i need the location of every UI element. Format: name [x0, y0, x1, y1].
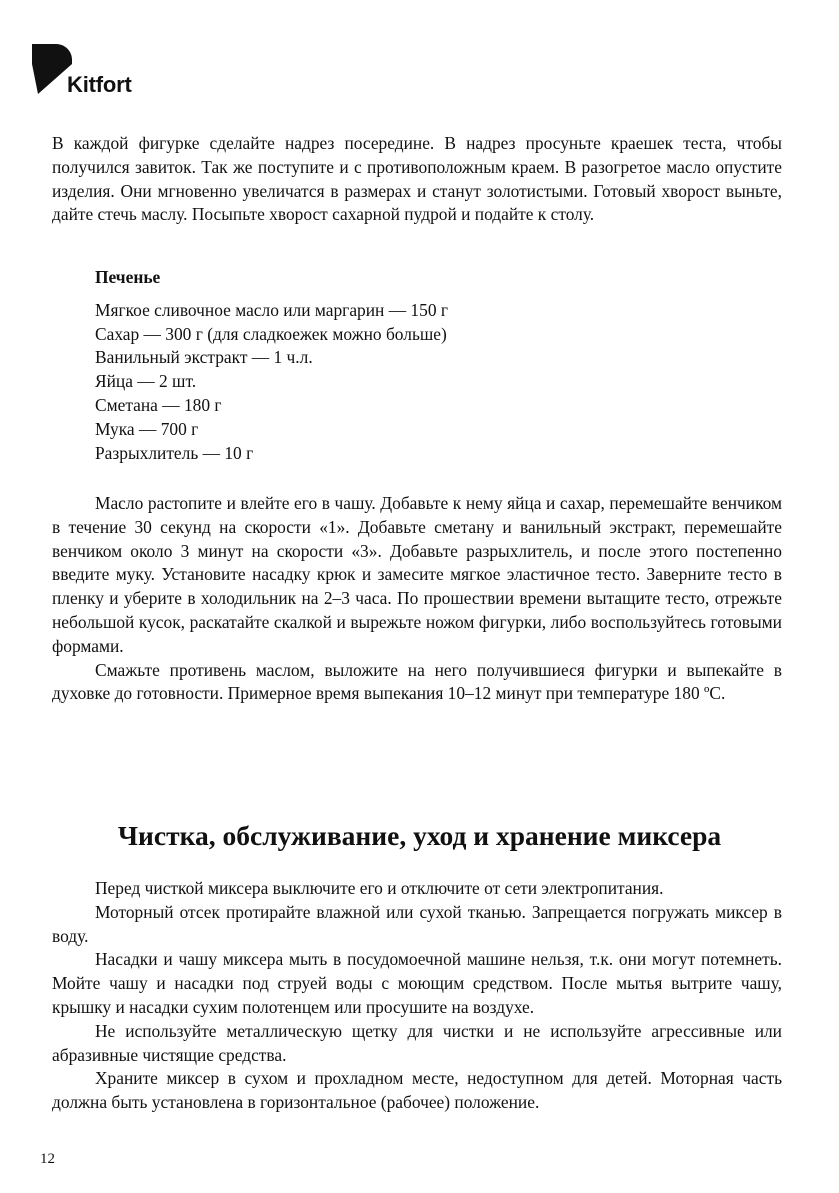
section-paragraph: Перед чисткой миксера выключите его и отключите от сети электропитания. [95, 878, 664, 898]
recipe-step: Смажьте противень маслом, выложите на него получившиеся фигурки и выпекайте в духовке до готовности. Примерное время выпекания 10–12 минут при температуре 180 ºС. [52, 659, 782, 704]
recipe-step: Масло растопите и влейте его в чашу. Добавьте к нему яйца и сахар, перемешайте венчиком в течение 30 секунд на скорости «1». Добавьте сметану и ванильный экстракт, перемешайте венчиком около 3 минут на скорости «3». Добавьте разрыхлитель, и после этого постепенно введите муку. Установите насадку крюк и замесите мягкое эластичное тесто. Заверните тесто в пленку и уберите в холодильник на 2–3 часа. По прошествии времени вытащите тесто, отрежьте небольшой кусок, раскатайте скалкой и вырежьте ножом фигурки, либо воспользуйтесь готовыми формами. [52, 493, 782, 656]
section-paragraph: Моторный отсек протирайте влажной или сухой тканью. Запрещается погружать миксер в воду. [52, 901, 782, 946]
recipe-steps [52, 492, 782, 706]
section-paragraph: Храните миксер в сухом и прохладном месте, недоступном для детей. Моторная часть должна быть установлена в горизонтальное (рабочее) положение. [52, 1068, 782, 1113]
ingredient-item: Мягкое сливочное масло или маргарин — 150 г [95, 299, 449, 320]
section-paragraph: Насадки и чашу миксера мыть в посудомоечной машине нельзя, т.к. они могут потемнеть. Мойте чашу и насадки под струей воды с моющим средством. После мытья вытрите чашу, крышку и насадки сухим полотенцем или просушите на воздухе. [52, 949, 782, 1017]
section-text [52, 877, 782, 1115]
ingredient-item: Сахар — 300 г (для сладкоежек можно больше) [95, 323, 447, 344]
kitfort-logo-icon [32, 44, 72, 100]
ingredient-item: Мука — 700 г [95, 418, 199, 439]
brand-name: Kitfort [67, 72, 132, 97]
intro-text [52, 132, 782, 227]
section-title: Чистка, обслуживание, уход и хранение миксера [117, 820, 722, 851]
intro-paragraph: В каждой фигурке сделайте надрез посередине. В надрез просуньте краешек теста, чтобы получился завиток. Так же поступите и с противоположным краем. В разогретое масло опустите изделия. Они мгновенно увеличатся в размерах и станут золотистыми. Готовый хворост выньте, дайте стечь маслу. Посыпьте хворост сахарной пудрой и подайте к столу. [52, 133, 782, 225]
section-paragraph: Не используйте металлическую щетку для чистки и не используйте агрессивные или абразивные чистящие средства. [52, 1020, 782, 1065]
ingredient-item: Яйца — 2 шт. [95, 371, 197, 392]
ingredient-item: Сметана — 180 г [95, 394, 222, 415]
kitfort-logo [32, 44, 162, 104]
ingredient-item: Ванильный экстракт — 1 ч.л. [95, 347, 313, 368]
ingredient-item: Разрыхлитель — 10 г [95, 442, 254, 463]
recipe-ingredients [95, 266, 448, 465]
recipe-title: Печенье [95, 267, 161, 287]
page-number: 12 [40, 1151, 55, 1167]
